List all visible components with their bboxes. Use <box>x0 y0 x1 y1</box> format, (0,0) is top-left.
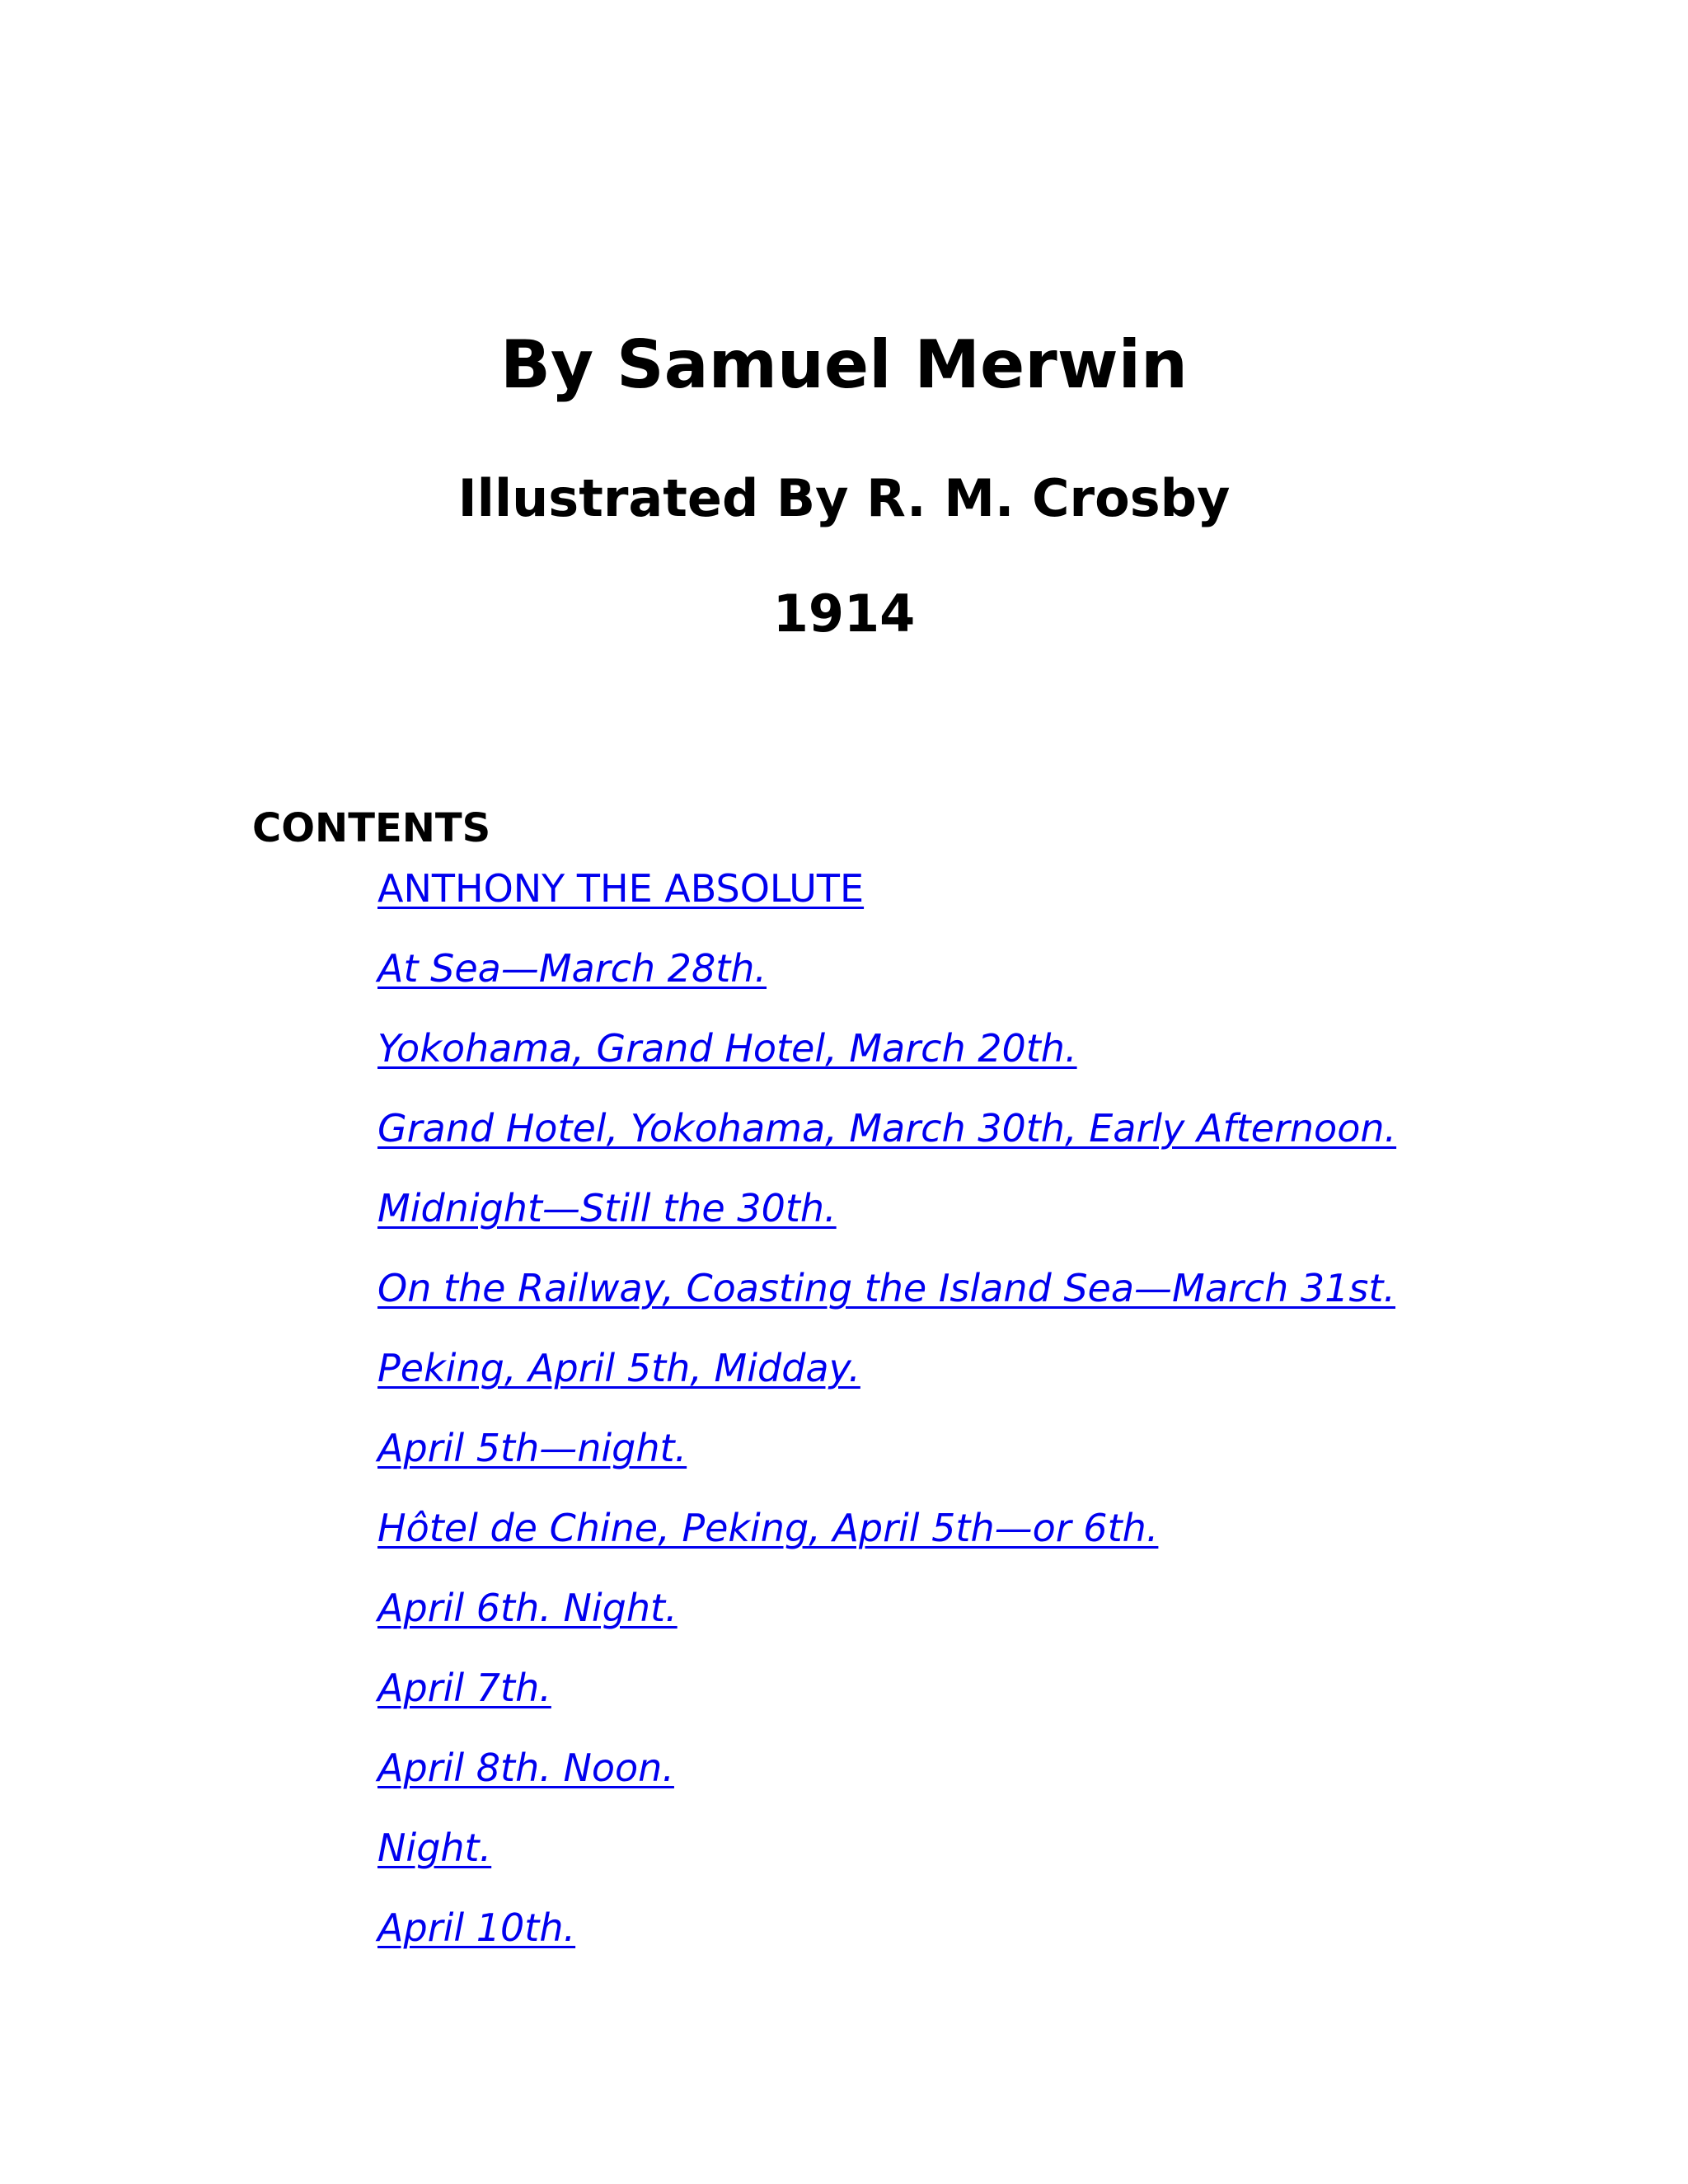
toc-item <box>377 1413 1396 1493</box>
contents-heading: CONTENTS <box>252 805 491 851</box>
toc-item <box>377 1653 1396 1733</box>
toc-link-april-6th-night[interactable]: April 6th. Night. <box>377 1586 678 1630</box>
toc-item <box>377 1254 1396 1333</box>
toc-link-at-sea-march-28th[interactable]: At Sea—March 28th. <box>377 946 767 991</box>
toc-item <box>377 1174 1396 1254</box>
toc-link-yokohama-grand-hotel[interactable]: Yokohama, Grand Hotel, March 20th. <box>377 1026 1077 1071</box>
toc-item <box>377 1014 1396 1094</box>
toc-item <box>377 1893 1396 1973</box>
author-byline: By Samuel Merwin <box>499 326 1189 403</box>
toc-link-april-5th-night[interactable]: April 5th—night. <box>377 1426 687 1470</box>
toc-item <box>377 1573 1396 1653</box>
toc-item <box>377 1333 1396 1413</box>
toc-link-april-8th-noon[interactable]: April 8th. Noon. <box>377 1746 674 1790</box>
toc-link-grand-hotel-early-afternoon[interactable]: Grand Hotel, Yokohama, March 30th, Early Afternoon. <box>377 1106 1397 1151</box>
toc-link-midnight-30th[interactable]: Midnight—Still the 30th. <box>377 1186 837 1230</box>
table-of-contents <box>377 854 1396 1973</box>
toc-link-peking-april-5th-midday[interactable]: Peking, April 5th, Midday. <box>377 1346 860 1390</box>
publication-year: 1914 <box>772 583 916 644</box>
toc-item <box>377 1094 1396 1174</box>
toc-item <box>377 1733 1396 1813</box>
toc-item <box>377 1813 1396 1893</box>
toc-link-april-7th[interactable]: April 7th. <box>377 1666 551 1710</box>
toc-item <box>377 1493 1396 1573</box>
toc-link-on-the-railway[interactable]: On the Railway, Coasting the Island Sea—March 31st. <box>377 1266 1396 1310</box>
toc-item <box>377 934 1396 1014</box>
toc-link-anthony-the-absolute[interactable]: ANTHONY THE ABSOLUTE <box>377 866 865 911</box>
illustrator-byline: Illustrated By R. M. Crosby <box>457 468 1231 528</box>
toc-link-night[interactable]: Night. <box>377 1825 492 1870</box>
toc-link-april-10th[interactable]: April 10th. <box>377 1905 576 1950</box>
toc-item <box>377 854 1396 934</box>
toc-link-hotel-de-chine[interactable]: Hôtel de Chine, Peking, April 5th—or 6th. <box>377 1506 1159 1550</box>
